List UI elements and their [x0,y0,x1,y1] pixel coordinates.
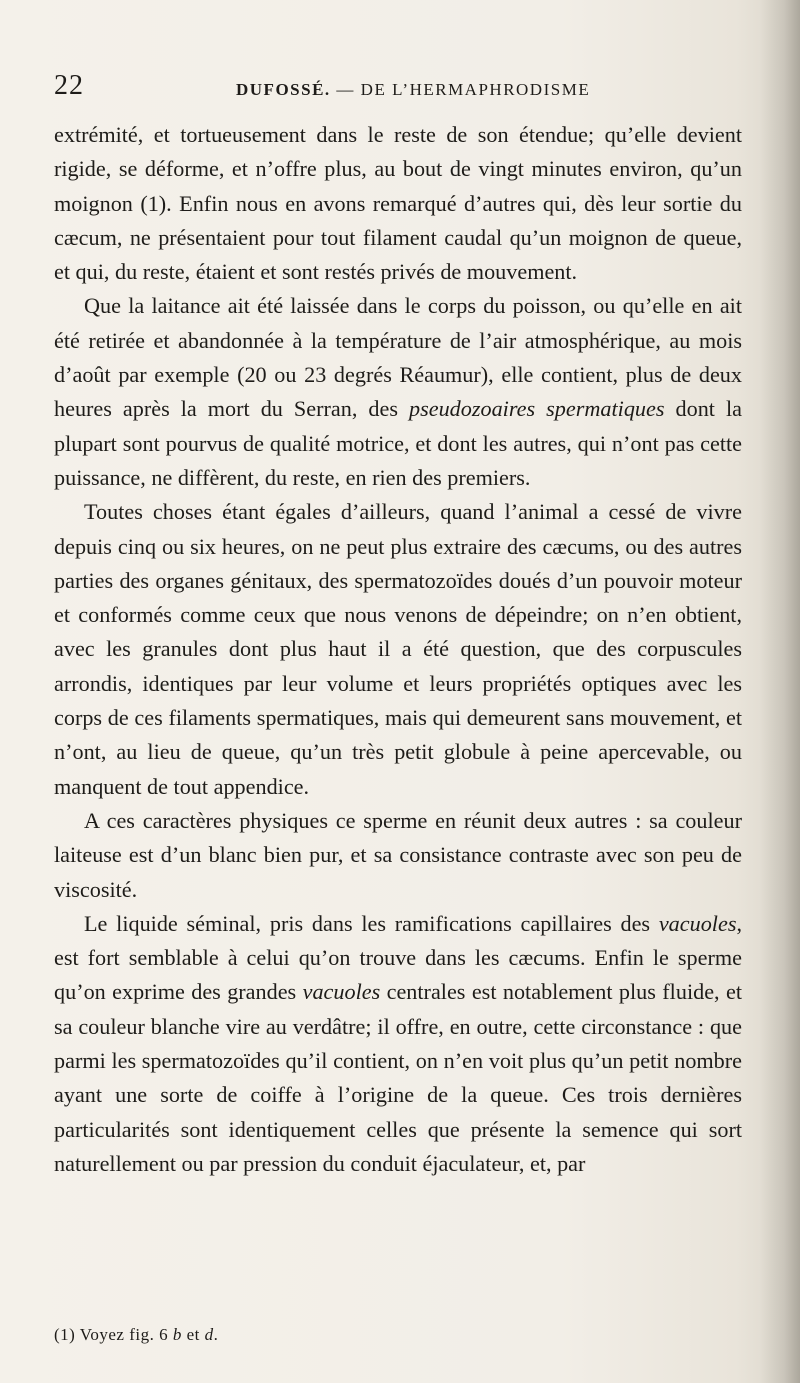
italic-term: vacuoles [302,979,381,1005]
running-head [236,80,590,100]
running-head-separator: — [336,80,355,99]
page-number: 22 [54,70,84,101]
paragraph-4: A ces caractères physiques ce sperme en réunit deux autres : sa couleur laiteuse est d’un blanc bien pur, et sa consistance contraste avec son peu de viscosité. [54,807,742,902]
paragraph-1: extrémité, et tortueusement dans le reste de son étendue; qu’elle devient rigide, se déforme, et n’offre plus, au bout de vingt minutes environ, qu’un moignon (1). Enfin nous en avons remarqué d’autres qui, dès leur sortie du cæcum, ne présentaient pour tout filament caudal qu’un moignon de queue, et qui, du reste, étaient et sont restés privés de mouvement. [54,122,742,285]
italic-term: vacuoles [658,910,737,936]
footnote: (1) Voyez fig. 6 b et d. [54,1325,219,1344]
paragraph-2: Que la laitance ait été laissée dans le corps du poisson, ou qu’elle en ait été retirée et abandonnée à la température de l’air atmosphérique, au mois d’août par exemple (20 ou 23 degrés Réaumur), elle contient, plus de deux heures après la mort du Serran, des pseudozoaires spermatiques dont la plupart sont pourvus de qualité motrice, et dont les autres, qui n’ont pas cette puissance, ne diffèrent, du reste, en rien des premiers. [54,293,742,490]
running-head-author: DUFOSSÉ. [236,80,331,99]
paragraph-5: Le liquide séminal, pris dans les ramifications capillaires des vacuoles, est fort semblable à celui qu’on trouve dans les cæcums. Enfin le sperme qu’on exprime des grandes vacuoles centrales est notablement plus fluide, et sa couleur blanche vire au verdâtre; il offre, en outre, cette circonstance : que parmi les spermatozoïdes qu’il contient, on n’en voit plus qu’un petit nombre ayant une sorte de coiffe à l’origine de la queue. Ces trois dernières particularités sont identiquement celles que présente la semence qui sort naturellement ou par pression du conduit éjaculateur, et, par [54,910,742,1176]
body-text [54,118,742,1181]
italic-term: pseudozoaires spermatiques [409,396,665,422]
paragraph-3: Toutes choses étant égales d’ailleurs, quand l’animal a cessé de vivre depuis cinq ou six heures, on ne peut plus extraire des cæcums, ou des autres parties des organes génitaux, des spermatozoïdes doués d’un pouvoir moteur et conformés comme ceux que nous venons de dépeindre; on n’en obtient, avec les granules dont plus haut il a été question, que des corpuscules arrondis, identiques par leur volume et leurs propriétés optiques avec les corps de ces filaments spermatiques, mais qui demeurent sans mouvement, et n’ont, au lieu de queue, qu’un très petit globule à peine apercevable, ou manquent de tout appendice. [54,499,742,799]
page-header [54,70,744,110]
page-edge-shadow [760,0,800,1383]
footnote-mark: (1) [54,1325,76,1344]
running-head-title: DE L’HERMAPHRODISME [360,80,591,99]
